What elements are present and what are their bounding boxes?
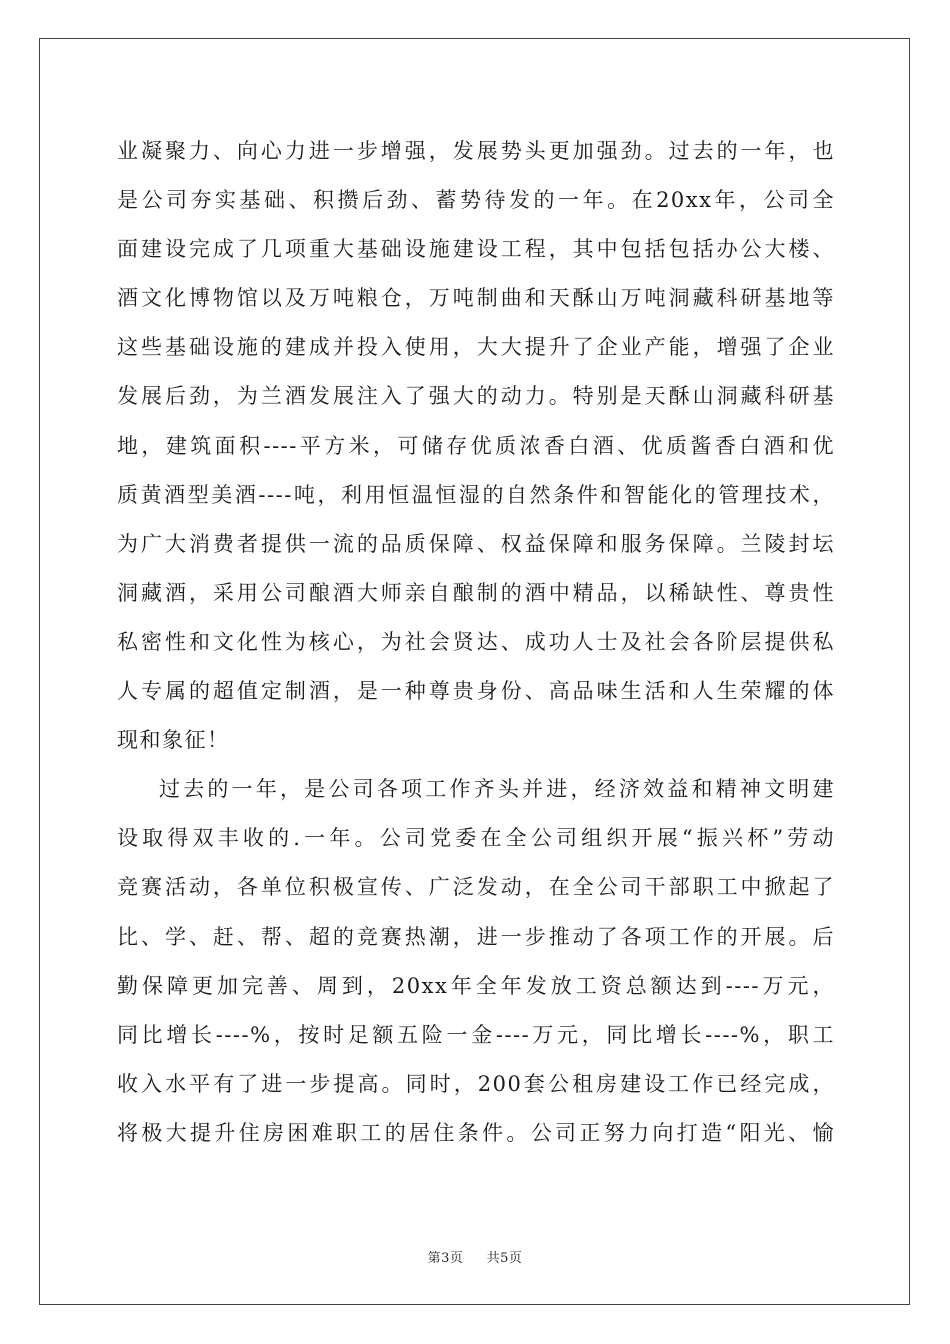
text-line: 酒文化博物馆以及万吨粮仓，万吨制曲和天酥山万吨洞藏科研基地等 <box>117 286 835 311</box>
text-line: 勤保障更加完善、周到，20xx年全年发放工资总额达到----万元， <box>117 973 835 998</box>
text-line: 发展后劲，为兰酒发展注入了强大的动力。特别是天酥山洞藏科研基 <box>117 384 835 409</box>
text-line: 洞藏酒，采用公司酿酒大师亲自酿制的酒中精品，以稀缺性、尊贵性 <box>117 580 835 605</box>
text-line: 设取得双丰收的.一年。公司党委在全公司组织开展“振兴杯”劳动 <box>117 826 835 851</box>
text-line: 这些基础设施的建成并投入使用，大大提升了企业产能，增强了企业 <box>117 335 835 360</box>
paragraph-2 <box>117 765 835 1158</box>
text-line: 为广大消费者提供一流的品质保障、权益保障和服务保障。兰陵封坛 <box>117 531 835 556</box>
page-number: 第3页 <box>427 1251 464 1266</box>
paragraph-1 <box>117 127 835 765</box>
text-line: 比、学、赶、帮、超的竞赛热潮，进一步推动了各项工作的开展。后 <box>117 924 835 949</box>
text-line: 现和象征！ <box>117 728 230 753</box>
text-line-indented: 过去的一年，是公司各项工作齐头并进，经济效益和精神文明建 <box>159 777 835 802</box>
text-line: 业凝聚力、向心力进一步增强，发展势头更加强劲。过去的一年，也 <box>117 139 835 163</box>
document-body <box>117 127 835 1158</box>
text-line: 人专属的超值定制酒，是一种尊贵身份、高品味生活和人生荣耀的体 <box>117 679 835 704</box>
text-line: 私密性和文化性为核心，为社会贤达、成功人士及社会各阶层提供私 <box>117 629 835 654</box>
text-line: 收入水平有了进一步提高。同时，200套公租房建设工作已经完成， <box>117 1071 835 1096</box>
text-line: 是公司夯实基础、积攒后劲、蓄势待发的一年。在20xx年，公司全 <box>117 188 835 213</box>
text-line: 地，建筑面积----平方米，可储存优质浓香白酒、优质酱香白酒和优 <box>117 433 835 458</box>
page-footer <box>0 1247 950 1266</box>
page-total: 共5页 <box>486 1251 523 1266</box>
text-line: 同比增长----%，按时足额五险一金----万元，同比增长----%，职工 <box>117 1022 835 1047</box>
text-line: 竞赛活动，各单位积极宣传、广泛发动，在全公司干部职工中掀起了 <box>117 875 835 900</box>
text-line: 面建设完成了几项重大基础设施建设工程，其中包括包括办公大楼、 <box>117 237 835 262</box>
text-line: 将极大提升住房困难职工的居住条件。公司正努力向打造“阳光、愉 <box>117 1120 835 1145</box>
text-line: 质黄酒型美酒----吨，利用恒温恒湿的自然条件和智能化的管理技术， <box>117 482 835 507</box>
